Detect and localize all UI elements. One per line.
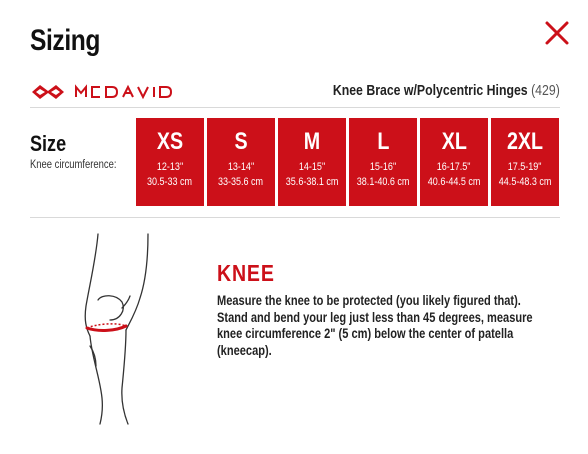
knee-circumference-label: Knee circumference: bbox=[30, 159, 117, 171]
page-title: Sizing bbox=[30, 24, 100, 57]
product-name: Knee Brace w/Polycentric Hinges bbox=[333, 82, 528, 99]
brand-row bbox=[30, 78, 560, 106]
product-title bbox=[333, 82, 560, 99]
size-inches: 12-13" bbox=[156, 161, 184, 173]
close-button[interactable] bbox=[543, 19, 571, 47]
size-cm: 35.6-38.1 cm bbox=[285, 176, 339, 188]
size-name: 2XL bbox=[506, 128, 544, 155]
size-inches: 14-15" bbox=[298, 161, 326, 173]
measure-title: KNEE bbox=[217, 260, 275, 286]
size-inches: 13-14" bbox=[227, 161, 255, 173]
size-cm: 30.5-33 cm bbox=[147, 176, 193, 188]
size-name: M bbox=[303, 128, 321, 155]
size-cm: 33-35.6 cm bbox=[218, 176, 264, 188]
measure-instructions: Measure the knee to be protected (you likely figured that). Stand and bend your leg just less than 45 degrees, measure knee circumference 2" (5 cm) below the center of patella (kneecap). bbox=[217, 293, 533, 358]
size-label: Size bbox=[30, 131, 67, 156]
size-options bbox=[136, 118, 559, 206]
size-name: XS bbox=[156, 128, 184, 155]
size-option-xl[interactable] bbox=[420, 118, 488, 206]
size-inches: 17.5-19" bbox=[508, 161, 542, 173]
divider-top bbox=[30, 107, 560, 108]
size-name: XL bbox=[441, 128, 467, 155]
size-name: S bbox=[234, 128, 248, 155]
size-cm: 44.5-48.3 cm bbox=[498, 176, 552, 188]
size-cm: 40.6-44.5 cm bbox=[427, 176, 481, 188]
size-inches: 16-17.5" bbox=[437, 161, 471, 173]
mcdavid-logo bbox=[30, 82, 200, 102]
size-option-l[interactable] bbox=[349, 118, 417, 206]
size-inches: 15-16" bbox=[369, 161, 397, 173]
size-option-xs[interactable] bbox=[136, 118, 204, 206]
close-icon bbox=[543, 19, 571, 47]
size-cm: 38.1-40.6 cm bbox=[356, 176, 410, 188]
size-option-2xl[interactable] bbox=[491, 118, 559, 206]
size-option-m[interactable] bbox=[278, 118, 346, 206]
size-name: L bbox=[376, 128, 390, 155]
product-code: (429) bbox=[531, 82, 560, 99]
size-option-s[interactable] bbox=[207, 118, 275, 206]
knee-leg-illustration bbox=[60, 228, 180, 428]
divider-middle bbox=[30, 217, 560, 218]
